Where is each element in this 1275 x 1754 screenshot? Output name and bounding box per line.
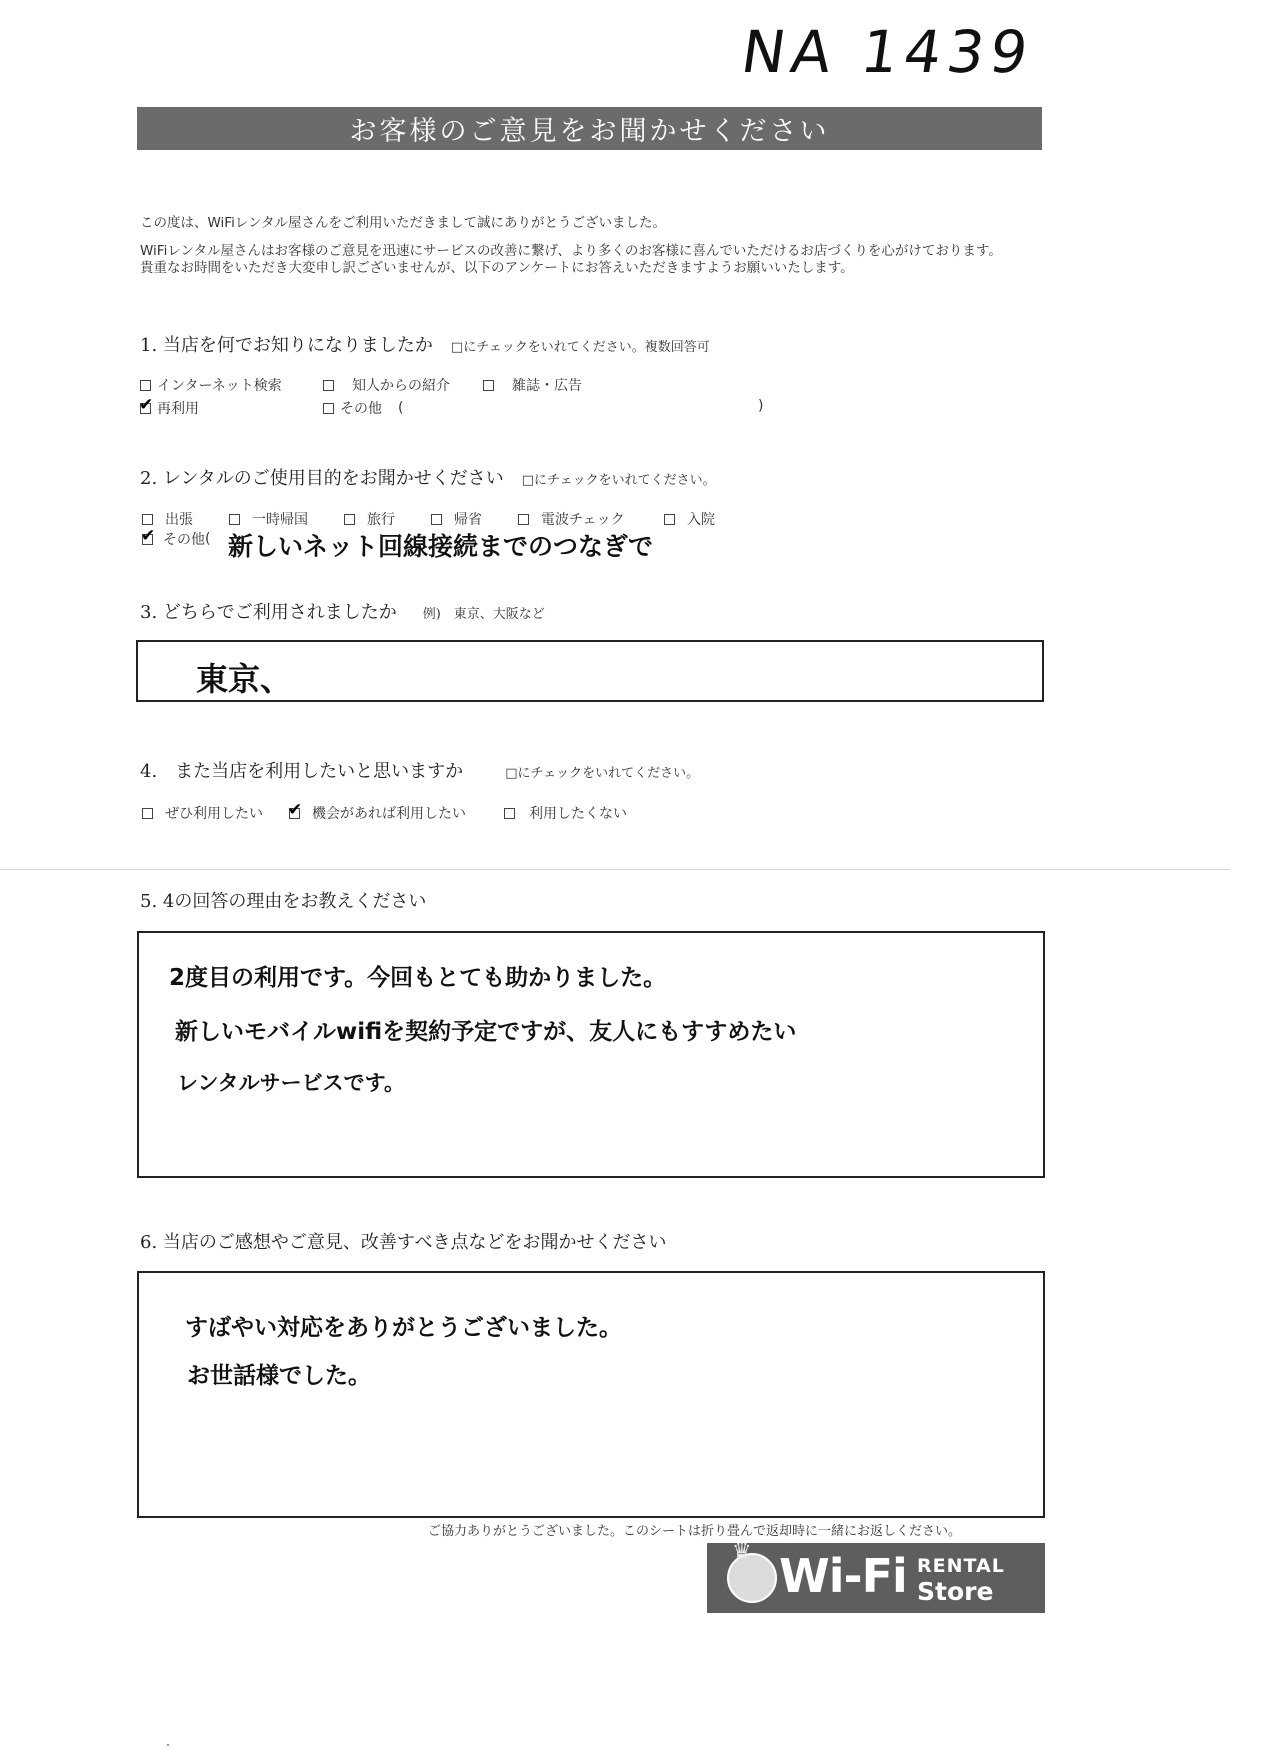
q6-heading: 6. 当店のご感想やご意見、改善すべき点などをお聞かせください bbox=[140, 1232, 667, 1253]
checkbox-icon[interactable] bbox=[142, 514, 153, 525]
q4-note: □にチェックをいれてください。 bbox=[505, 766, 700, 781]
checkbox-icon[interactable] bbox=[142, 808, 153, 819]
q4-option-no[interactable]: 利用したくない bbox=[504, 803, 627, 823]
intro-line-1: この度は、WiFiレンタル屋さんをご利用いただきまして誠にありがとうございました。 bbox=[140, 215, 666, 231]
q5-heading: 5. 4の回答の理由をお教えください bbox=[140, 891, 427, 912]
fold-line-divider bbox=[0, 869, 1230, 870]
q2-option-hospital[interactable]: 入院 bbox=[664, 509, 715, 529]
q1-title: 1. 当店を何でお知りになりましたか bbox=[140, 335, 433, 356]
checkbox-icon[interactable] bbox=[483, 380, 494, 391]
q2-option-homecoming[interactable]: 帰省 bbox=[431, 509, 482, 529]
checkbox-checked-icon[interactable] bbox=[289, 808, 300, 819]
checkbox-checked-icon[interactable] bbox=[142, 534, 153, 545]
checkbox-icon[interactable] bbox=[504, 808, 515, 819]
checkbox-icon[interactable] bbox=[323, 403, 334, 414]
q2-option-travel[interactable]: 旅行 bbox=[344, 509, 395, 529]
intro-line-3: 貴重なお時間をいただき大変申し訳ございませんが、以下のアンケートにお答えいただきますようお願いいたします。 bbox=[140, 260, 854, 276]
q2-option-other[interactable]: ✔ その他 ( bbox=[142, 529, 210, 549]
q1-heading bbox=[140, 331, 710, 357]
q1-note: □にチェックをいれてください。複数回答可 bbox=[450, 340, 710, 355]
q2-option-business[interactable]: 出張 bbox=[142, 509, 193, 529]
form-id-handwritten: NA 1439 bbox=[737, 18, 1038, 86]
checkbox-icon[interactable] bbox=[229, 514, 240, 525]
q3-example: 例) 東京、大阪など bbox=[422, 607, 545, 622]
checkbox-icon[interactable] bbox=[431, 514, 442, 525]
checkbox-icon[interactable] bbox=[140, 380, 151, 391]
q4-title: 4. また当店を利用したいと思いますか bbox=[140, 761, 464, 782]
q2-title: 2. レンタルのご使用目的をお聞かせください bbox=[140, 468, 504, 489]
checkbox-icon[interactable] bbox=[664, 514, 675, 525]
intro-line-2: WiFiレンタル屋さんはお客様のご意見を迅速にサービスの改善に繋げ、より多くのお客様に喜んでいただけるお店づくりを心がけております。 bbox=[140, 243, 1002, 259]
crown-icon: ♛ bbox=[732, 1539, 752, 1564]
q2-other-answer[interactable]: 新しいネット回線接続までのつなぎで bbox=[228, 532, 654, 561]
q1-option-internet[interactable]: インターネット検索 bbox=[140, 375, 282, 395]
q1-option-reuse[interactable]: ✔ 再利用 bbox=[140, 398, 199, 418]
q5-answer-line-2: 新しいモバイルwifiを契約予定ですが、友人にもすすめたい bbox=[175, 1019, 797, 1045]
scan-speck bbox=[167, 1744, 169, 1746]
logo-wifi-text: Wi-Fi bbox=[779, 1549, 907, 1603]
q2-option-signal-check[interactable]: 電波チェック bbox=[518, 509, 625, 529]
logo-store-text: Store bbox=[917, 1577, 994, 1606]
q2-heading bbox=[140, 464, 716, 490]
q6-answer-box[interactable] bbox=[137, 1271, 1045, 1518]
logo-rental-text: RENTAL bbox=[917, 1555, 1005, 1577]
q3-answer-box[interactable] bbox=[136, 640, 1044, 702]
q1-option-referral[interactable]: 知人からの紹介 bbox=[323, 375, 450, 395]
q4-option-maybe[interactable]: ✔ 機会があれば利用したい bbox=[289, 803, 466, 823]
q4-option-definitely[interactable]: ぜひ利用したい bbox=[142, 803, 263, 823]
q4-heading bbox=[140, 757, 699, 783]
checkbox-icon[interactable] bbox=[518, 514, 529, 525]
q2-note: □にチェックをいれてください。 bbox=[521, 473, 716, 488]
q6-answer-line-2: お世話様でした。 bbox=[187, 1363, 371, 1389]
q5-answer-line-3: レンタルサービスです。 bbox=[177, 1071, 405, 1095]
checkbox-icon[interactable] bbox=[323, 380, 334, 391]
q3-title: 3. どちらでご利用されましたか bbox=[140, 602, 397, 623]
q5-answer-box[interactable] bbox=[137, 931, 1045, 1178]
q6-answer-line-1: すばやい対応をありがとうございました。 bbox=[185, 1315, 622, 1341]
q3-answer: 東京、 bbox=[196, 660, 293, 698]
footer-note: ご協力ありがとうございました。このシートは折り畳んで返却時に一緒にお返しください。 bbox=[428, 1524, 962, 1539]
wifi-rental-store-logo bbox=[707, 1539, 1045, 1613]
checkbox-checked-icon[interactable] bbox=[140, 403, 151, 414]
q5-answer-line-1: 2度目の利用です。今回もとても助かりました。 bbox=[169, 965, 667, 991]
q1-option-magazine[interactable]: 雑誌・広告 bbox=[483, 375, 582, 395]
q1-other-close-paren: ) bbox=[758, 398, 764, 414]
checkbox-icon[interactable] bbox=[344, 514, 355, 525]
q1-option-other[interactable]: その他 ( bbox=[323, 398, 403, 418]
q3-heading bbox=[140, 598, 545, 624]
page-title: お客様のご意見をお聞かせください bbox=[137, 107, 1042, 150]
q2-option-temp-return[interactable]: 一時帰国 bbox=[229, 509, 308, 529]
